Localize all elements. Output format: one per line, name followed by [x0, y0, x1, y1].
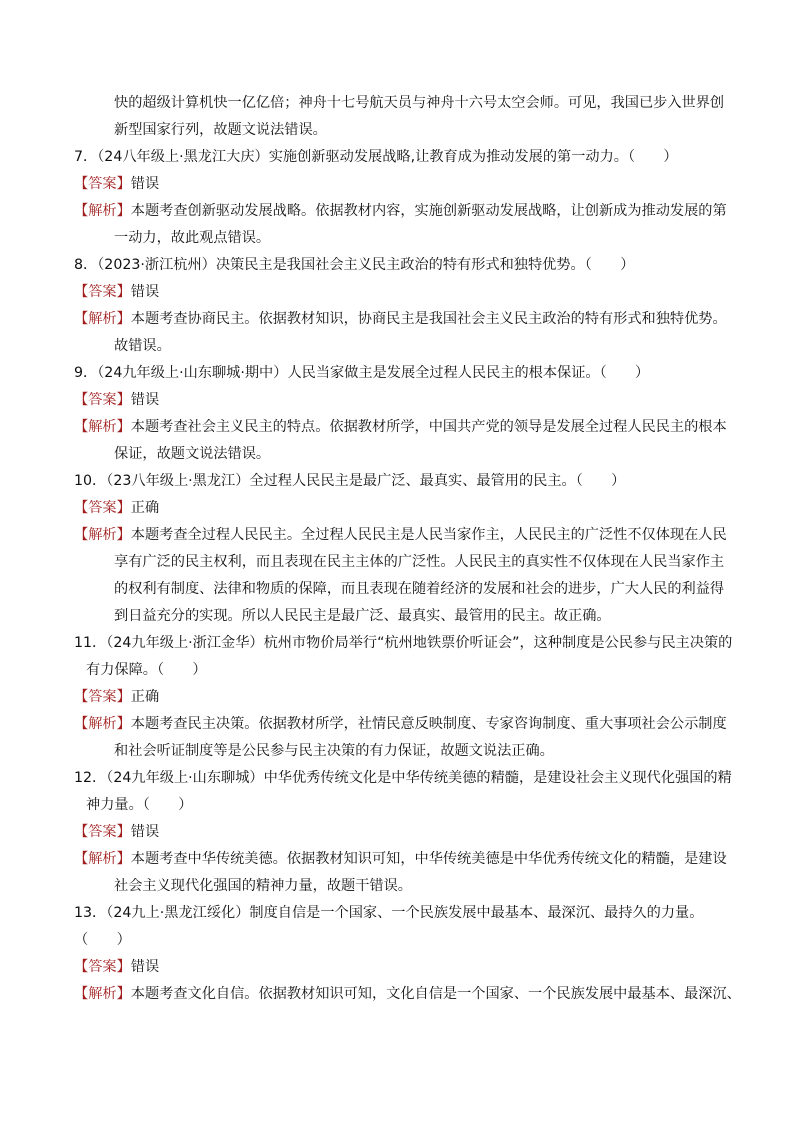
question-11-cont: 有力保障。（ ） [86, 662, 207, 678]
question-8: 8．（2023·浙江杭州）决策民主是我国社会主义民主政治的特有形式和独特优势。（ ） [74, 257, 635, 273]
answer-value: 正确 [130, 689, 160, 705]
answer-tag: 【答案】 [74, 824, 131, 840]
question-13: 13．（24九上·黑龙江绥化）制度自信是一个国家、一个民族发展中最基本、最深沉、最持久的力量。 [74, 905, 704, 921]
answer-row [74, 495, 732, 522]
answer-tag: 【答案】 [74, 689, 131, 705]
answer-value: 错误 [130, 959, 160, 975]
answer-value: 错误 [130, 284, 160, 300]
analysis-tag: 【解析】 [74, 851, 131, 867]
analysis-text: 本题考查全过程人民民主。全过程人民民主是人民当家作主，人民民主的广泛性不仅体现在人民 [130, 527, 727, 543]
analysis-row [74, 981, 741, 1008]
question-12-cont: 神力量。（ ） [86, 797, 193, 813]
analysis-text: 一动力，故此观点错误。 [114, 230, 271, 246]
analysis-tag: 【解析】 [74, 311, 131, 327]
analysis-text: 保证，故题文说法错误。 [114, 446, 271, 462]
analysis-tag: 【解析】 [74, 716, 131, 732]
answer-value: 错误 [130, 176, 160, 192]
analysis-row [74, 414, 732, 441]
answer-tag: 【答案】 [74, 392, 131, 408]
answer-row [74, 171, 732, 198]
analysis-row [74, 711, 732, 738]
analysis-text: 本题考查中华传统美德。依据教材知识可知，中华传统美德是中华优秀传统文化的精髓，是建设 [130, 851, 727, 867]
intro-line: 新型国家行列，故题文说法错误。 [114, 122, 327, 138]
answer-row [74, 387, 732, 414]
question-7: 7．（24八年级上·黑龙江大庆）实施创新驱动发展战略,让教育成为推动发展的第一动力。（ ） [74, 149, 678, 165]
analysis-row [74, 306, 732, 333]
analysis-row [74, 522, 732, 549]
analysis-row [74, 846, 732, 873]
answer-value: 错误 [130, 824, 160, 840]
analysis-text: 本题考查文化自信。依据教材知识可知，文化自信是一个国家、一个民族发展中最基本、最深沉、 [130, 986, 741, 1002]
question-9: 9．（24九年级上·山东聊城·期中）人民当家做主是发展全过程人民民主的根本保证。（ ） [74, 365, 650, 381]
analysis-text: 本题考查创新驱动发展战略。依据教材内容，实施创新驱动发展战略，让创新成为推动发展的第 [130, 203, 727, 219]
answer-value: 错误 [130, 392, 160, 408]
answer-row [74, 819, 732, 846]
question-13-cont: （ ） [74, 932, 131, 948]
analysis-tag: 【解析】 [74, 419, 131, 435]
analysis-tag: 【解析】 [74, 986, 131, 1002]
analysis-text: 本题考查协商民主。依据教材知识，协商民主是我国社会主义民主政治的特有形式和独特优势。 [130, 311, 727, 327]
analysis-text: 享有广泛的民主权利，而且表现在民主主体的广泛性。人民民主的真实性不仅体现在人民当家作主 [114, 554, 725, 570]
question-11: 11．（24九年级上·浙江金华）杭州市物价局举行“杭州地铁票价听证会”，这种制度是公民参与民主决策的 [74, 635, 733, 651]
analysis-text: 本题考查民主决策。依据教材所学，社情民意反映制度、专家咨询制度、重大事项社会公示制度 [130, 716, 727, 732]
question-12: 12．（24九年级上·山东聊城）中华优秀传统文化是中华传统美德的精髓，是建设社会主义现代化强国的精 [74, 770, 732, 786]
answer-value: 正确 [130, 500, 160, 516]
intro-line: 快的超级计算机快一亿亿倍；神舟十七号航天员与神舟十六号太空会师。可见，我国已步入世界创 [114, 95, 725, 111]
answer-tag: 【答案】 [74, 959, 131, 975]
analysis-text: 和社会听证制度等是公民参与民主决策的有力保证，故题文说法正确。 [114, 743, 554, 759]
answer-tag: 【答案】 [74, 284, 131, 300]
document-page [74, 90, 741, 1008]
analysis-text: 故错误。 [114, 338, 171, 354]
question-10: 10．（23八年级上·黑龙江）全过程人民民主是最广泛、最真实、最管用的民主。（ ） [74, 473, 626, 489]
answer-tag: 【答案】 [74, 500, 131, 516]
analysis-row [74, 198, 732, 225]
answer-row [74, 279, 732, 306]
analysis-text: 本题考查社会主义民主的特点。依据教材所学，中国共产党的领导是发展全过程人民民主的根本 [130, 419, 727, 435]
answer-tag: 【答案】 [74, 176, 131, 192]
answer-row [74, 684, 732, 711]
analysis-tag: 【解析】 [74, 527, 131, 543]
answer-row [74, 954, 732, 981]
analysis-text: 到日益充分的实现。所以人民民主是最广泛、最真实、最管用的民主。故正确。 [114, 608, 611, 624]
analysis-tag: 【解析】 [74, 203, 131, 219]
analysis-text: 社会主义现代化强国的精神力量，故题干错误。 [114, 878, 412, 894]
analysis-text: 的权利有制度、法律和物质的保障，而且表现在随着经济的发展和社会的进步，广大人民的利益得 [114, 581, 725, 597]
